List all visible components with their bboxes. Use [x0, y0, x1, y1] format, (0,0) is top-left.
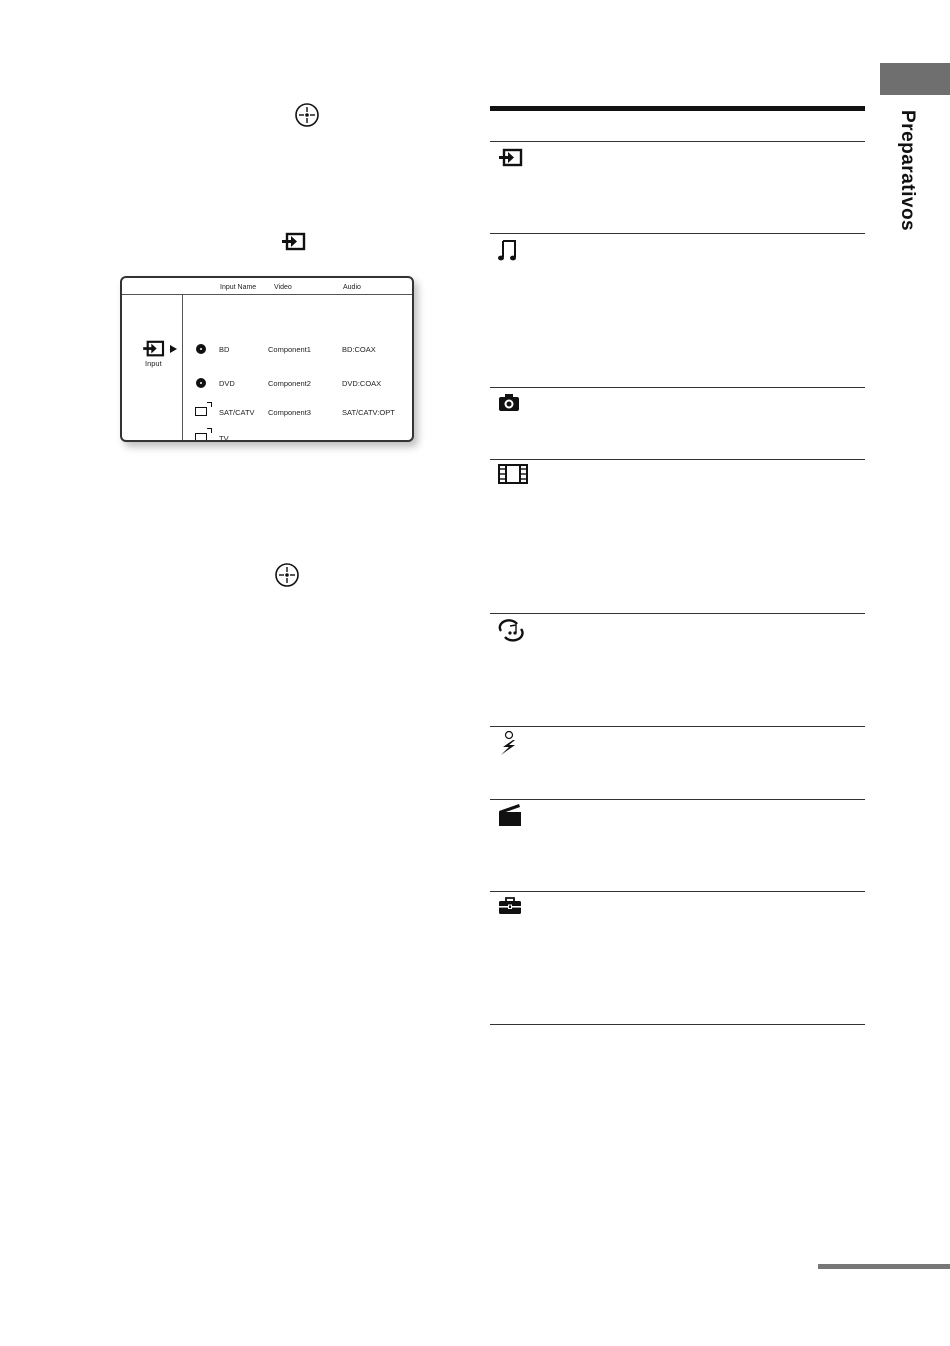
disc-icon: [196, 378, 206, 388]
video-value: Component1: [268, 345, 311, 354]
input-name: BD: [219, 345, 230, 354]
table-rule: [490, 233, 865, 234]
continued-bar: [818, 1264, 950, 1269]
input-icon: [282, 232, 306, 252]
table-rule: [490, 459, 865, 460]
table-rule: [490, 891, 865, 892]
input-icon: [142, 340, 166, 358]
enter-button-icon: [274, 562, 300, 588]
table-rule: [490, 141, 865, 142]
camera-icon: [497, 392, 531, 418]
video-value: Component2: [268, 379, 311, 388]
input-name: SAT/CATV: [219, 408, 255, 417]
tv-icon: [195, 407, 207, 416]
input-name: DVD: [219, 379, 235, 388]
input-menu-screen: [120, 276, 414, 442]
enter-button-icon: [294, 102, 320, 128]
header-divider: [122, 294, 412, 295]
column-header-audio: Audio: [343, 284, 361, 291]
table-rule: [490, 799, 865, 800]
column-header-input-name: Input Name: [220, 284, 257, 291]
table-rule: [490, 387, 865, 388]
section-title: Preparativos: [897, 110, 918, 232]
arrow-right-icon: [170, 345, 177, 353]
table-rule: [490, 613, 865, 614]
column-divider: [182, 295, 183, 440]
audio-value: BD:COAX: [342, 345, 376, 354]
toolbox-icon: [497, 895, 531, 921]
table-rule: [490, 726, 865, 727]
video-value: Component3: [268, 408, 311, 417]
disc-icon: [196, 344, 206, 354]
column-header-video: Video: [274, 284, 292, 291]
audio-value: DVD:COAX: [342, 379, 382, 388]
tv-icon: [195, 433, 207, 442]
section-tab: [880, 63, 950, 95]
clapper-icon: [497, 803, 531, 829]
sync-music-icon: [497, 618, 531, 644]
category-label: Input: [145, 359, 162, 368]
table-top-rule: [490, 106, 865, 111]
table-rule: [490, 1024, 865, 1025]
audio-value: SAT/CATV:OPT: [342, 408, 395, 417]
input-icon: [497, 148, 531, 174]
input-name: TV: [219, 434, 229, 442]
music-icon: [497, 238, 531, 264]
film-icon: [497, 463, 531, 489]
network-icon: [497, 730, 531, 756]
